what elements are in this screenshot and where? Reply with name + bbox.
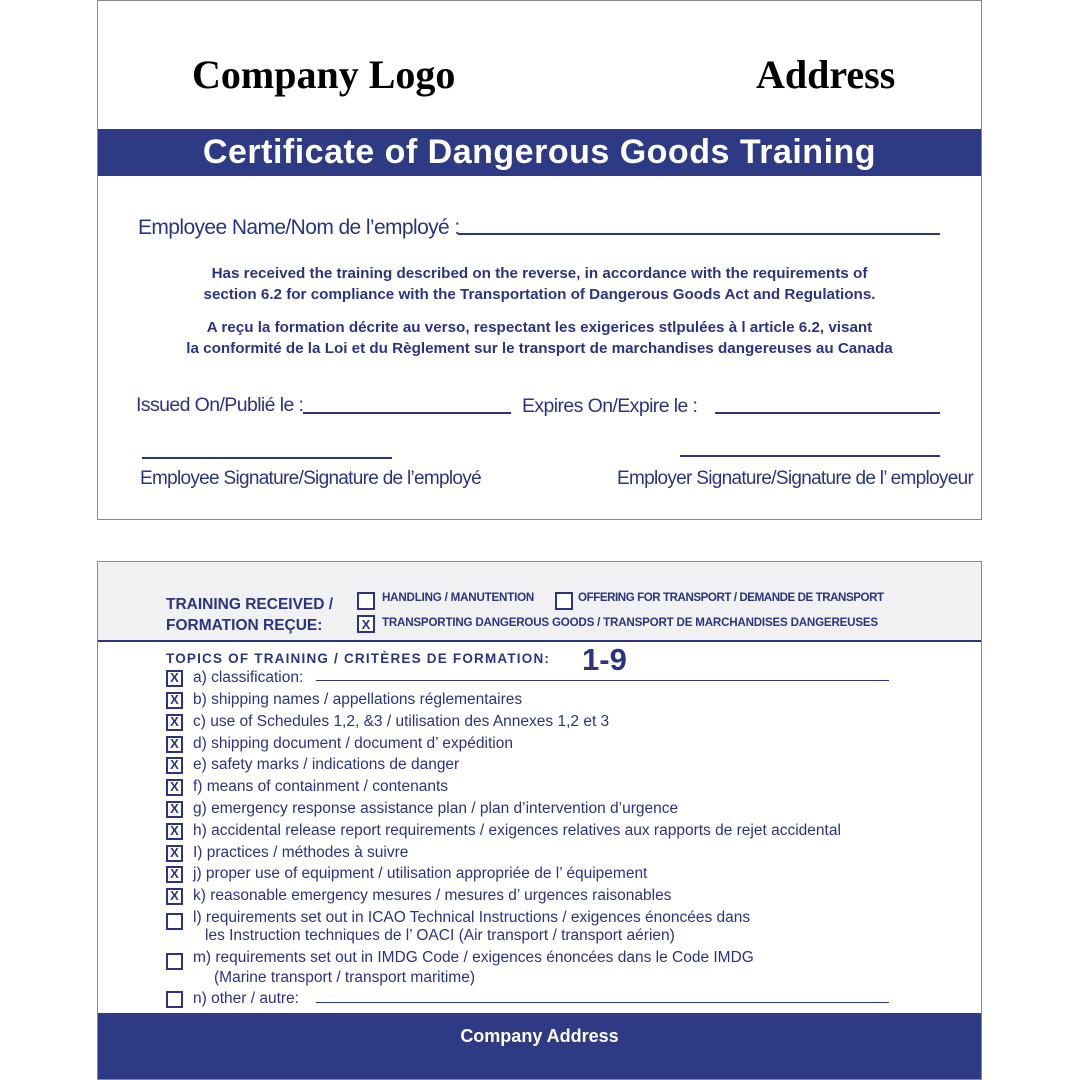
employer-signature-label: Employer Signature/Signature de l’ employeur [617, 468, 974, 489]
english-statement-line1: Has received the training described on the reverse, in accordance with the requirements of [211, 265, 868, 282]
expires-on-label: Expires On/Expire le : [522, 395, 698, 417]
handling-checkbox[interactable] [357, 592, 375, 610]
handling-option-label: HANDLING / MANUTENTION [382, 591, 535, 604]
topic-label: k) reasonable emergency mesures / mesures d’ urgences raisonables [193, 887, 672, 904]
topic-label: n) other / autre: [193, 990, 299, 1007]
training-received-label-fr: FORMATION REÇUE: [166, 617, 323, 634]
company-address-header: Address [756, 52, 896, 97]
french-statement [98, 317, 981, 359]
topic-label: j) proper use of equipment / utilisation appropriée de l’ équipement [193, 865, 648, 882]
french-statement-line1: A reçu la formation décrite au verso, respectant les exigerices stlpulées à l article 6.2, visant [206, 319, 873, 336]
certificate-title: Certificate of Dangerous Goods Training [98, 129, 981, 176]
topic-label-continued: (Marine transport / transport maritime) [214, 969, 475, 986]
topic-label-continued: les Instruction techniques de l’ OACI (Air transport / transport aérien) [205, 927, 675, 944]
topic-checkbox[interactable]: X [166, 714, 183, 731]
company-logo: Company Logo [192, 52, 456, 97]
training-received-label-en: TRAINING RECEIVED / [166, 596, 334, 613]
topic-label: I) practices / méthodes à suivre [193, 844, 409, 861]
certificate-back [97, 561, 982, 1080]
topics-title: TOPICS OF TRAINING / CRITÈRES DE FORMATION: [166, 651, 551, 666]
certificate-front [97, 0, 982, 520]
topic-checkbox[interactable] [166, 991, 183, 1008]
topic-checkbox[interactable]: X [166, 692, 183, 709]
topic-label: e) safety marks / indications de danger [193, 756, 460, 773]
topic-label: d) shipping document / document d’ expédition [193, 735, 513, 752]
topic-label: m) requirements set out in IMDG Code / exigences énoncées dans le Code IMDG [193, 949, 754, 966]
topic-label: l) requirements set out in ICAO Technical Instructions / exigences énoncées dans [193, 909, 751, 926]
transporting-option-label: TRANSPORTING DANGEROUS GOODS / TRANSPORT DE MARCHANDISES DANGEREUSES [382, 616, 878, 629]
topic-checkbox[interactable]: X [166, 757, 183, 774]
topic-checkbox[interactable] [166, 913, 183, 930]
topic-label: g) emergency response assistance plan / plan d’intervention d’urgence [193, 800, 679, 817]
offering-option-label: OFFERING FOR TRANSPORT / DEMANDE DE TRANSPORT [578, 591, 884, 604]
other-field[interactable] [316, 1002, 889, 1003]
topic-checkbox[interactable]: X [166, 845, 183, 862]
employer-signature-line[interactable] [680, 455, 940, 457]
topic-checkbox[interactable]: X [166, 736, 183, 753]
company-address-footer: Company Address [98, 1013, 981, 1080]
topic-checkbox[interactable]: X [166, 866, 183, 883]
employee-name-field[interactable] [458, 233, 940, 235]
transporting-checkbox[interactable]: X [357, 615, 375, 633]
topic-checkbox[interactable] [166, 953, 183, 970]
offering-checkbox[interactable] [555, 592, 573, 610]
issued-on-field[interactable] [303, 412, 511, 414]
french-statement-line2: la conformité de la Loi et du Règlement sur le transport de marchandises dangereuses au Canada [186, 340, 893, 357]
topic-checkbox[interactable]: X [166, 823, 183, 840]
english-statement [98, 263, 981, 305]
topic-label: c) use of Schedules 1,2, &3 / utilisation des Annexes 1,2 et 3 [193, 713, 610, 730]
classification-field[interactable] [316, 680, 889, 681]
topic-label: a) classification: [193, 669, 304, 686]
training-received-label [166, 594, 333, 636]
employee-name-label: Employee Name/Nom de l’employé : [138, 216, 460, 239]
english-statement-line2: section 6.2 for compliance with the Transportation of Dangerous Goods Act and Regulations. [203, 286, 876, 303]
topic-checkbox[interactable]: X [166, 801, 183, 818]
employee-signature-line[interactable] [142, 457, 392, 459]
topic-checkbox[interactable]: X [166, 670, 183, 687]
topics-range: 1-9 [582, 642, 627, 677]
issued-on-label: Issued On/Publié le : [136, 394, 304, 416]
topic-checkbox[interactable]: X [166, 779, 183, 796]
expires-on-field[interactable] [715, 412, 940, 414]
topic-label: f) means of containment / contenants [193, 778, 449, 795]
topic-label: b) shipping names / appellations réglementaires [193, 691, 523, 708]
employee-signature-label: Employee Signature/Signature de l’employé [140, 468, 481, 489]
topic-checkbox[interactable]: X [166, 888, 183, 905]
topic-label: h) accidental release report requirements / exigences relatives aux rapports de rejet accidental [193, 822, 841, 839]
